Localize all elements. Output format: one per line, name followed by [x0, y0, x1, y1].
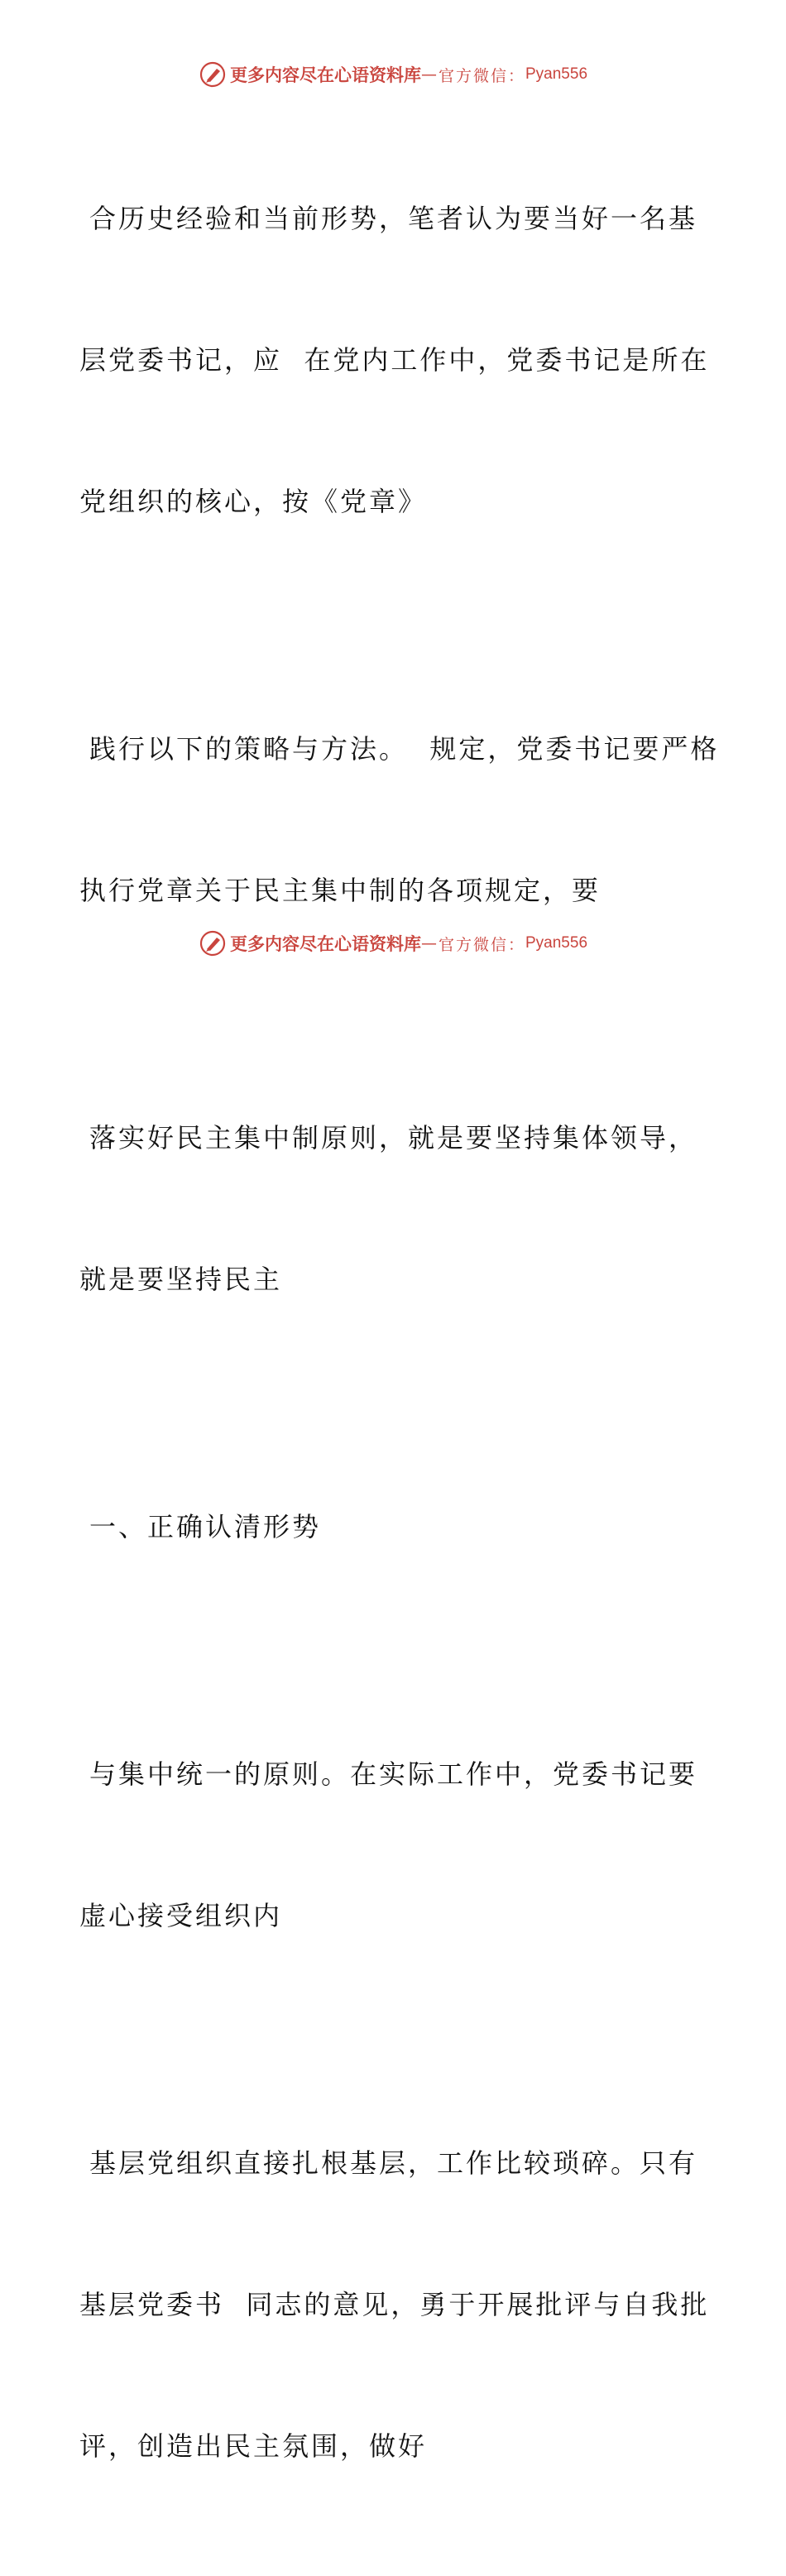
- banner-dash: —: [420, 934, 439, 952]
- paragraph: [79, 1020, 725, 1398]
- text-line: 党组织的核心，按《党章》: [79, 486, 428, 517]
- document-body: [79, 101, 725, 2576]
- text-line: 一、正确认清形势: [89, 1511, 322, 1542]
- paragraph: [79, 2046, 725, 2564]
- text-line: 评，创造出民主氛围，做好: [79, 2430, 428, 2462]
- section-heading: [79, 1409, 725, 1645]
- text-line: 执行党章关于民主集中制的各项规定，要: [79, 875, 601, 906]
- text-line: 虚心接受组织内: [79, 1900, 283, 1931]
- pen-nib-logo-icon: [199, 929, 227, 957]
- text-line: 基层党组织直接扎根基层，工作比较琐碎。只有: [89, 2147, 698, 2179]
- banner-official-label: 官方微信：: [438, 66, 525, 85]
- text-line: 就是要坚持民主: [79, 1264, 283, 1295]
- text-line: 落实好民主集中制原则，就是要坚持集体领导，: [89, 1122, 698, 1154]
- footer-banner: [0, 927, 786, 960]
- text-line: 基层党委书 同志的意见，勇于开展批评与自我批: [79, 2289, 710, 2320]
- paragraph: [79, 1657, 725, 2034]
- header-banner: [0, 58, 786, 91]
- banner-wechat-id: Pyan556: [525, 934, 588, 952]
- banner-wechat-id: Pyan556: [525, 65, 588, 83]
- text-line: 层党委书记，应 在党内工作中，党委书记是所在: [79, 344, 710, 376]
- text-line: 与集中统一的原则。在实际工作中，党委书记要: [89, 1758, 698, 1790]
- banner-main-text: 更多内容尽在心语资料库: [229, 65, 421, 85]
- banner-dash: —: [420, 65, 439, 84]
- banner-official-label: 官方微信：: [438, 935, 525, 954]
- paragraph: [79, 101, 725, 620]
- pen-nib-logo-icon: [199, 60, 227, 89]
- banner-main-text: 更多内容尽在心语资料库: [229, 933, 421, 954]
- text-line: 践行以下的策略与方法。 规定，党委书记要严格: [89, 733, 720, 765]
- text-line: 合历史经验和当前形势，笔者认为要当好一名基: [89, 203, 698, 234]
